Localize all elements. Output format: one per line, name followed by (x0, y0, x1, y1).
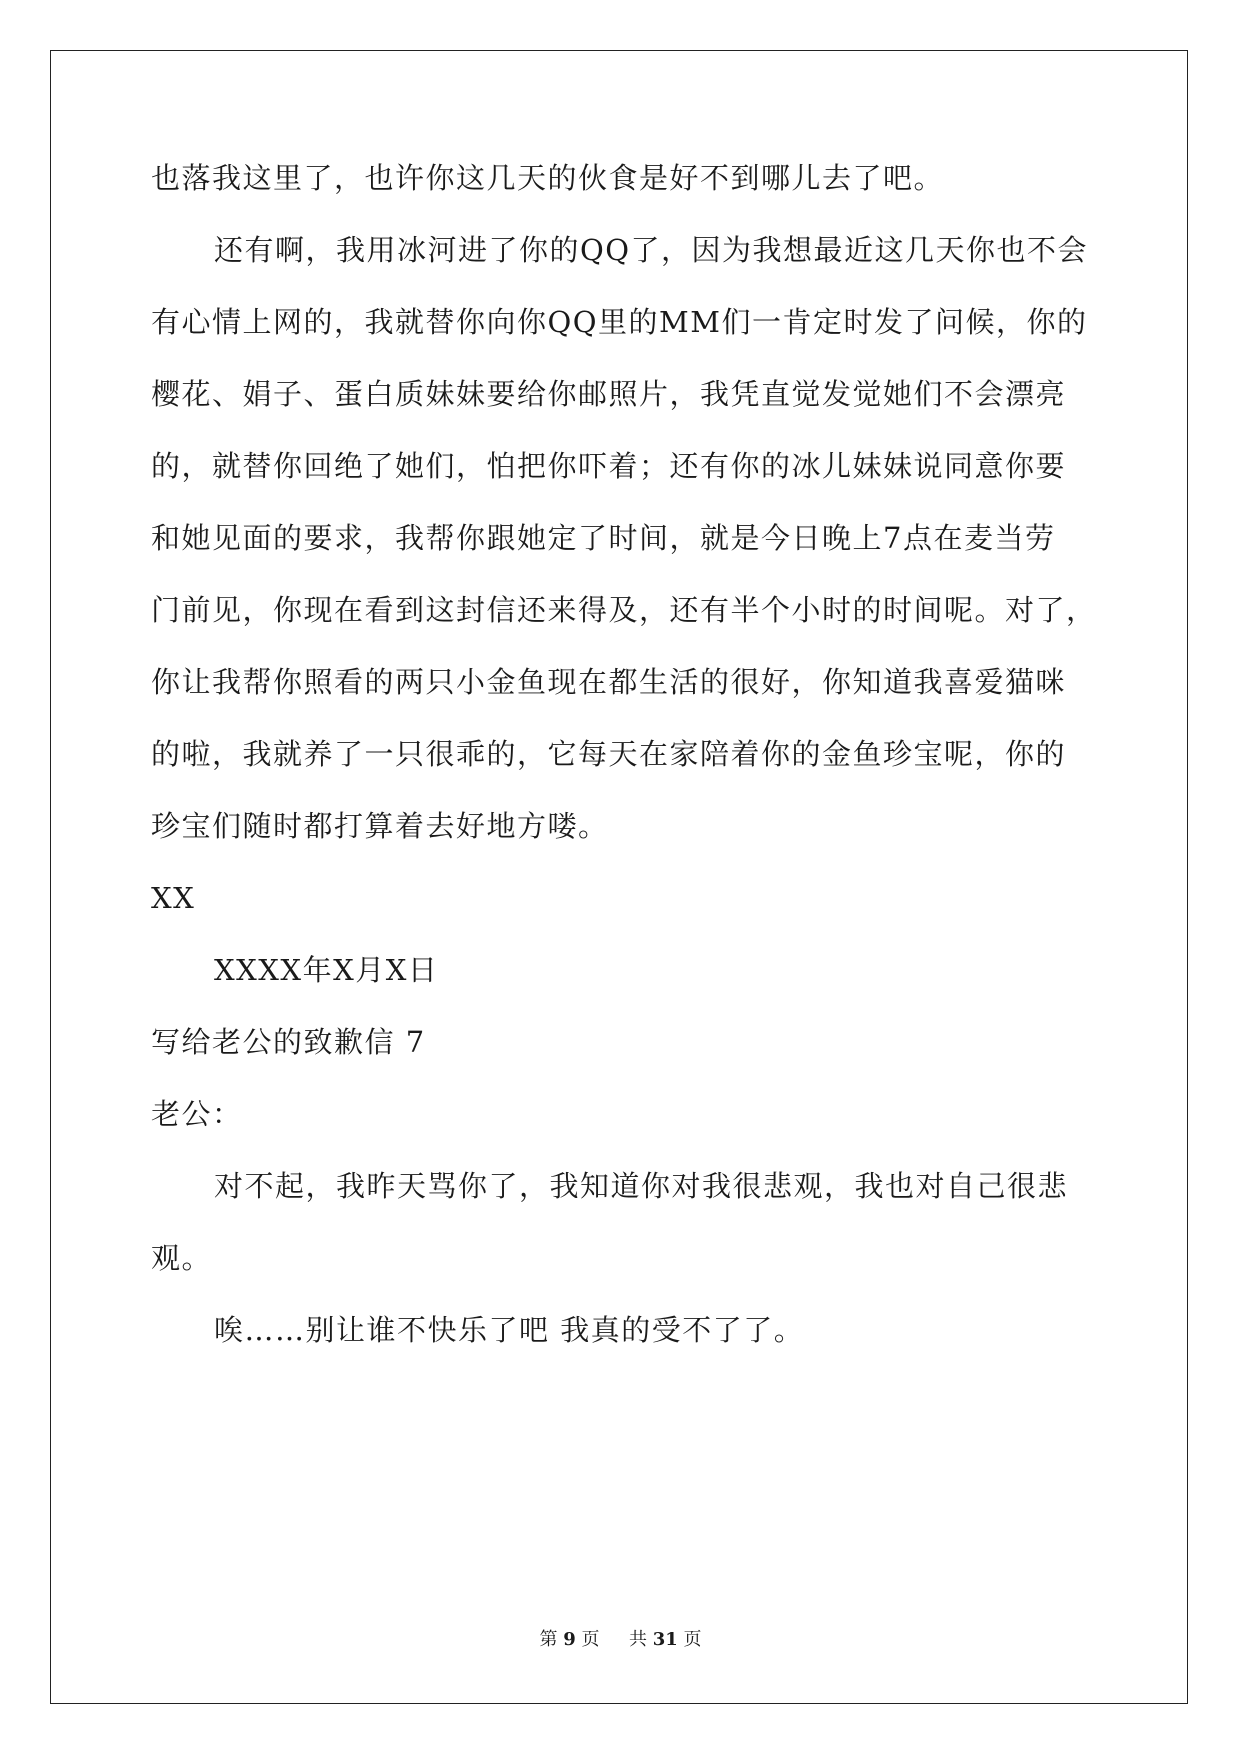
page-footer (0, 1628, 1241, 1652)
body-line: 有心情上网的，我就替你向你QQ里的MM们一肯定时发了问候，你的 (151, 305, 1088, 339)
body-line: 唉……别让谁不快乐了吧 我真的受不了了。 (214, 1313, 805, 1347)
body-line: 樱花、娟子、蛋白质妹妹要给你邮照片，我凭直觉发觉她们不会漂亮 (151, 377, 1067, 411)
body-line: 也落我这里了，也许你这几天的伙食是好不到哪儿去了吧。 (151, 161, 945, 195)
body-line: 还有啊，我用冰河进了你的QQ了，因为我想最近这几天你也不会 (214, 233, 1089, 267)
body-line: 门前见，你现在看到这封信还来得及，还有半个小时的时间呢。对了， (151, 593, 1097, 627)
footer-total-unit: 页 (683, 1629, 702, 1650)
footer-page-unit: 页 (581, 1629, 600, 1650)
footer-page-number: 9 (563, 1629, 576, 1650)
body-line: 珍宝们随时都打算着去好地方喽。 (151, 809, 609, 843)
footer-prefix: 第 (539, 1629, 558, 1650)
salutation: 老公： (151, 1097, 243, 1131)
body-line: 的，就替你回绝了她们，怕把你吓着；还有你的冰儿妹妹说同意你要 (151, 449, 1067, 483)
body-line: 你让我帮你照看的两只小金鱼现在都生活的很好，你知道我喜爱猫咪 (151, 665, 1067, 699)
letter-heading: 写给老公的致歉信 7 (151, 1025, 426, 1059)
footer-total-pages: 31 (652, 1629, 678, 1650)
footer-total-prefix: 共 (628, 1629, 647, 1650)
body-line: 的啦，我就养了一只很乖的，它每天在家陪着你的金鱼珍宝呢，你的 (151, 737, 1067, 771)
signature-date: XXXX年X月X日 (214, 953, 439, 987)
body-line: 观。 (151, 1241, 213, 1275)
body-line: 对不起，我昨天骂你了，我知道你对我很悲观，我也对自己很悲 (214, 1169, 1069, 1203)
body-line: 和她见面的要求，我帮你跟她定了时间，就是今日晚上7点在麦当劳 (151, 521, 1056, 555)
signature-name: XX (151, 881, 196, 915)
page-frame (50, 50, 1188, 1704)
